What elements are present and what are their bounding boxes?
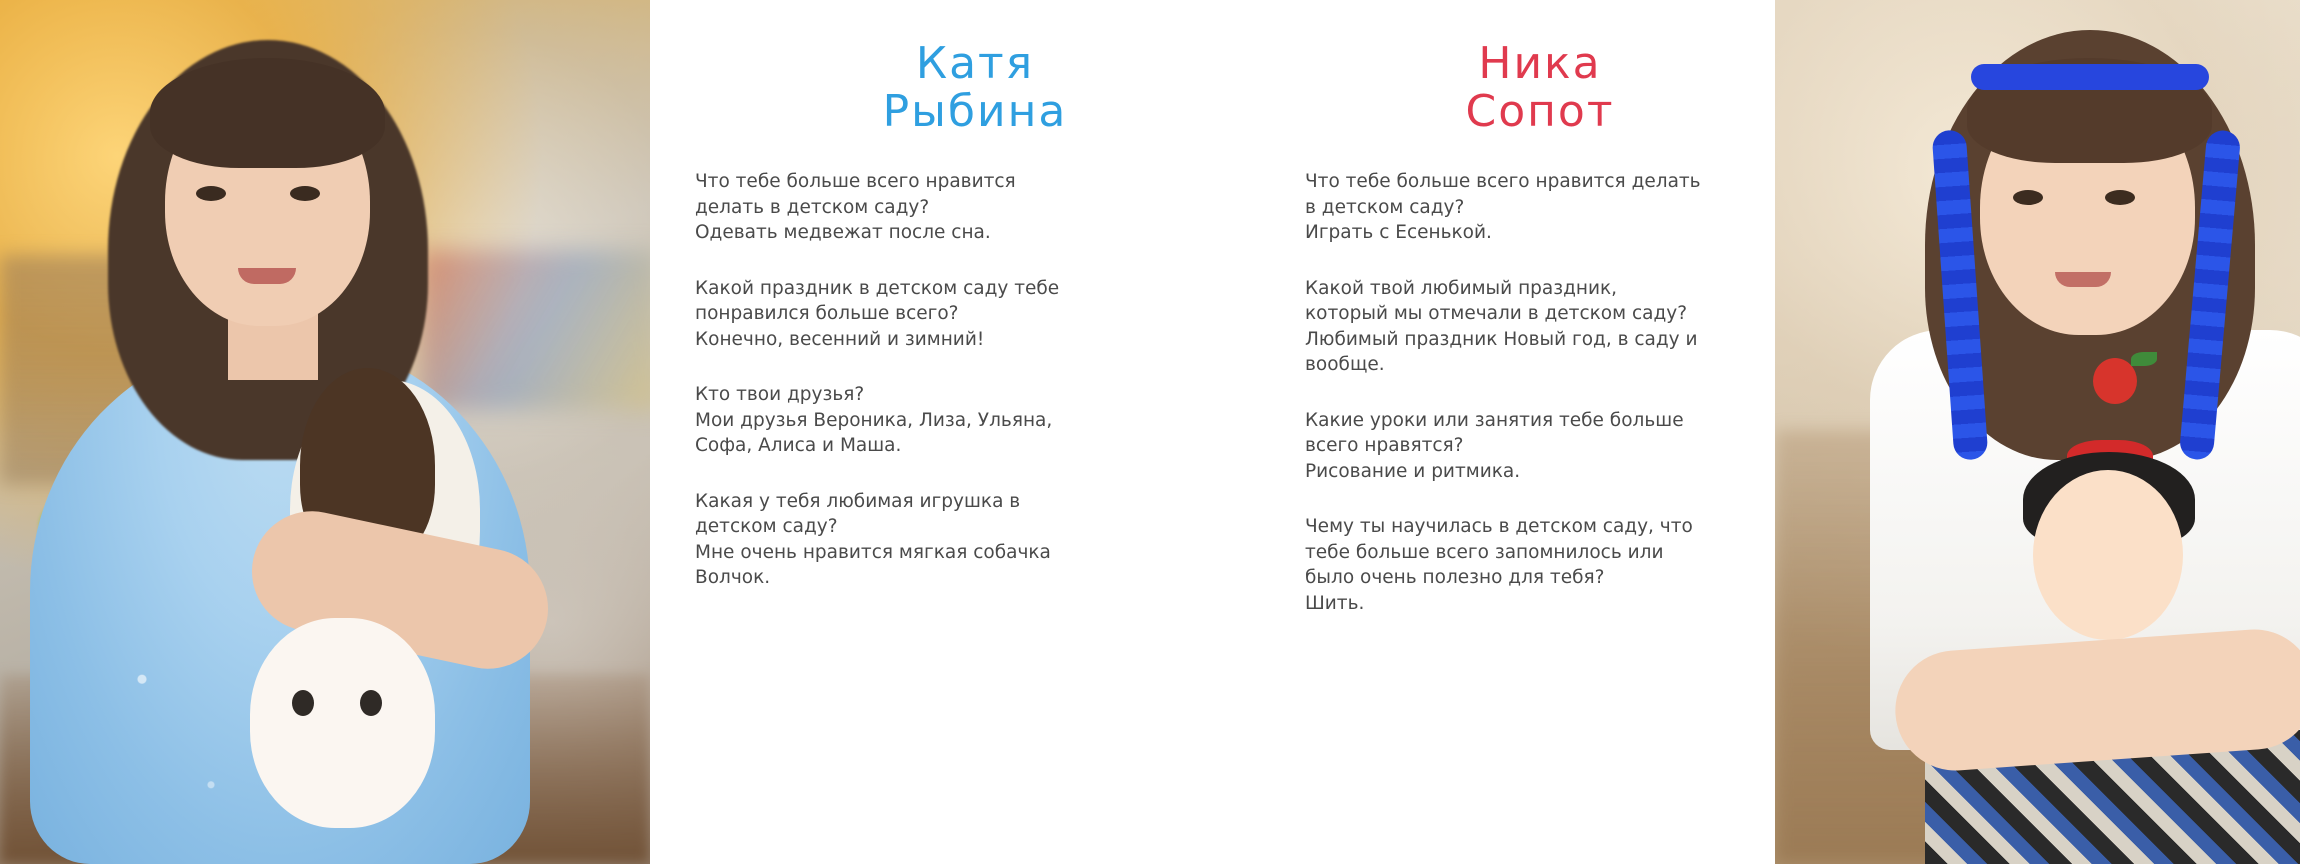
profile-katya (695, 0, 1255, 864)
plush-cat-eye-left (292, 690, 314, 716)
portrait-katya-photo (0, 0, 650, 864)
girl-eye-right (2105, 190, 2135, 205)
answer-text: Рисование и ритмика. (1305, 460, 1521, 482)
tshirt-apple-leaf (2131, 352, 2157, 366)
profile-name-nika (1305, 40, 1775, 135)
profile-nika (1305, 0, 1775, 864)
last-name: Рыбина (882, 85, 1068, 137)
question-text: Что тебе больше всего нравится делать в детском саду? (1305, 171, 1701, 218)
answer-text: Любимый праздник Новый год, в саду и вообще. (1305, 328, 1698, 376)
girl-smile (238, 268, 296, 284)
question-text: Какой праздник в детском саду тебе понравился больше всего? (695, 277, 1060, 325)
blue-headband (1971, 64, 2209, 90)
portrait-nika-photo (1775, 0, 2300, 864)
answer-text: Одевать медвежат после сна. (695, 222, 991, 244)
answer-text: Шить. (1305, 592, 1365, 614)
girl-bangs (150, 58, 385, 168)
question-text: Кто твои друзья? (695, 384, 865, 406)
background-toys (420, 250, 650, 410)
question-text: Какой твой любимый праздник, который мы отмечали в детском саду? (1305, 277, 1688, 325)
qa-item (695, 382, 1255, 459)
plush-cat (250, 618, 435, 828)
interview-text-area (650, 0, 1775, 864)
girl-eye-left (196, 186, 226, 201)
first-name: Катя (915, 38, 1035, 89)
girl-eye-right (290, 186, 320, 201)
qa-item (1305, 169, 1775, 246)
qa-item (1305, 408, 1775, 485)
question-text: Какие уроки или занятия тебе больше всего нравятся? (1305, 409, 1684, 457)
last-name: Сопот (1465, 85, 1615, 137)
first-name: Ника (1478, 38, 1602, 89)
qa-item (1305, 276, 1775, 378)
question-text: Что тебе больше всего нравится делать в детском саду? (695, 171, 1016, 218)
question-text: Какая у тебя любимая игрушка в детском саду? (695, 490, 1021, 538)
qa-item (695, 169, 1255, 246)
qa-item (695, 489, 1255, 591)
tshirt-character-face (2033, 470, 2183, 640)
girl-smile (2055, 272, 2111, 287)
qa-item (1305, 514, 1775, 616)
girl-eye-left (2013, 190, 2043, 205)
profile-name-katya (695, 40, 1255, 135)
plush-cat-eye-right (360, 690, 382, 716)
question-text: Чему ты научилась в детском саду, что тебе больше всего запомнилось или было очень полезно для тебя? (1305, 516, 1693, 589)
answer-text: Мои друзья Вероника, Лиза, Ульяна, Софа, Алиса и Маша. (695, 409, 1053, 457)
qa-item (695, 276, 1255, 353)
answer-text: Конечно, весенний и зимний! (695, 328, 985, 350)
answer-text: Мне очень нравится мягкая собачка Волчок. (695, 541, 1051, 589)
answer-text: Играть с Есенькой. (1305, 222, 1492, 244)
